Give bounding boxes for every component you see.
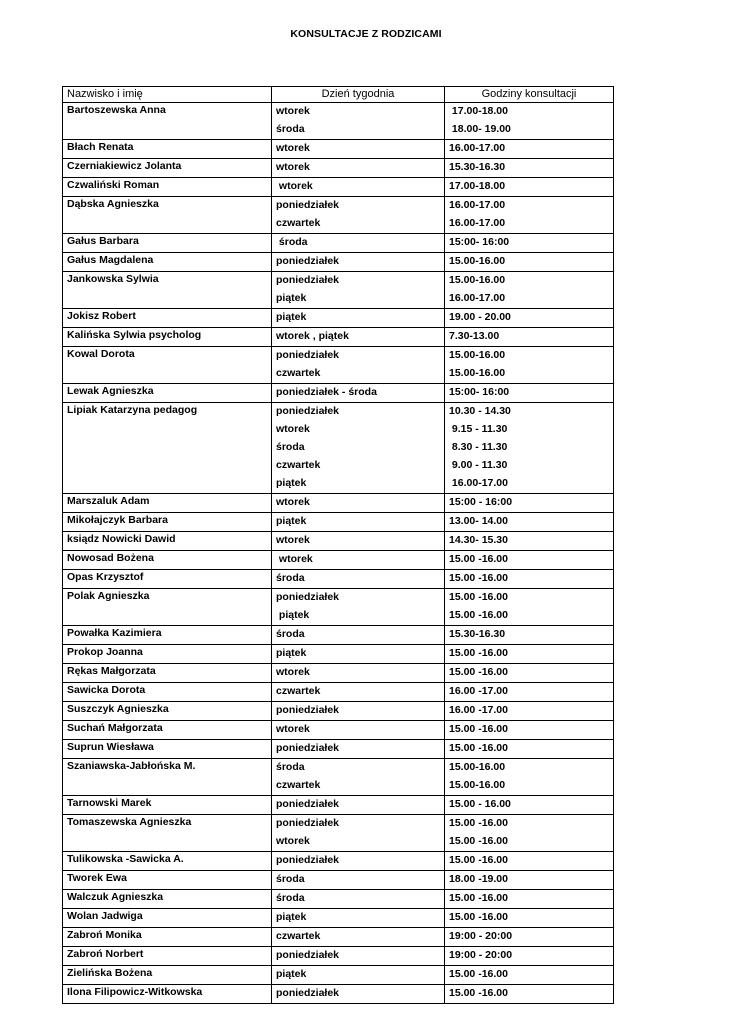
table-row	[63, 570, 614, 589]
consultation-hours: 8.30 - 11.30	[449, 441, 508, 453]
consultation-hours: 15.00 -16.00	[449, 817, 508, 829]
table-row	[63, 140, 614, 159]
weekday: środa	[276, 441, 305, 453]
hours-cell	[445, 759, 614, 796]
weekday: piątek	[276, 477, 307, 489]
table-row	[63, 159, 614, 178]
hours-cell	[445, 721, 614, 740]
table-row	[63, 103, 614, 140]
consultation-hours: 15.00 -16.00	[449, 647, 508, 659]
header-day: Dzień tygodnia	[272, 87, 445, 103]
hours-cell	[445, 513, 614, 532]
weekday: wtorek , piątek	[276, 330, 349, 342]
table-row	[63, 664, 614, 683]
hours-cell	[445, 702, 614, 721]
consultation-hours: 18.00 -19.00	[449, 873, 508, 885]
consultation-hours: 13.00- 14.00	[449, 515, 508, 527]
weekday: czwartek	[276, 930, 321, 942]
consultation-hours: 15.00 -16.00	[449, 911, 508, 923]
weekday: wtorek	[276, 835, 310, 847]
consultation-hours: 15.00 -16.00	[449, 742, 508, 754]
teacher-name: Prokop Joanna	[63, 645, 272, 664]
table-row	[63, 178, 614, 197]
weekday-cell	[272, 589, 445, 626]
weekday: poniedziałek	[276, 987, 340, 999]
teacher-name: Lipiak Katarzyna pedagog	[63, 403, 272, 494]
teacher-name: Jankowska Sylwia	[63, 272, 272, 309]
teacher-name: Zabroń Monika	[63, 928, 272, 947]
consultation-hours: 15.00-16.00	[449, 274, 506, 286]
weekday-cell	[272, 947, 445, 966]
table-row	[63, 871, 614, 890]
hours-cell	[445, 551, 614, 570]
header-hours: Godziny konsultacji	[445, 87, 614, 103]
consultation-hours: 17.00-18.00	[449, 180, 506, 192]
weekday-cell	[272, 985, 445, 1004]
weekday: czwartek	[276, 685, 321, 697]
hours-cell	[445, 347, 614, 384]
hours-cell	[445, 234, 614, 253]
consultation-hours: 16.00-17.00	[449, 199, 506, 211]
hours-cell	[445, 966, 614, 985]
table-row	[63, 589, 614, 626]
teacher-name: Kowal Dorota	[63, 347, 272, 384]
table-row	[63, 852, 614, 871]
hours-cell	[445, 871, 614, 890]
weekday: wtorek	[276, 423, 310, 435]
teacher-name: Czerniakiewicz Jolanta	[63, 159, 272, 178]
table-row	[63, 740, 614, 759]
table-row	[63, 626, 614, 645]
hours-cell	[445, 272, 614, 309]
table-row	[63, 494, 614, 513]
consultation-hours: 10.30 - 14.30	[449, 405, 511, 417]
weekday: poniedziałek	[276, 854, 340, 866]
consultation-hours: 15.00 -16.00	[449, 666, 508, 678]
weekday-cell	[272, 513, 445, 532]
table-row	[63, 815, 614, 852]
weekday: piątek	[276, 311, 307, 323]
teacher-name: Jokisz Robert	[63, 309, 272, 328]
teacher-name: Suchań Małgorzata	[63, 721, 272, 740]
weekday-cell	[272, 197, 445, 234]
hours-cell	[445, 103, 614, 140]
weekday: wtorek	[276, 161, 310, 173]
teacher-name: Mikołajczyk Barbara	[63, 513, 272, 532]
consultation-hours: 16.00 -17.00	[449, 685, 508, 697]
weekday-cell	[272, 890, 445, 909]
teacher-name: Kalińska Sylwia psycholog	[63, 328, 272, 347]
table-body	[63, 103, 614, 1004]
weekday: czwartek	[276, 459, 321, 471]
weekday-cell	[272, 852, 445, 871]
consultation-hours: 18.00- 19.00	[449, 123, 511, 135]
weekday-cell	[272, 664, 445, 683]
weekday: środa	[276, 123, 305, 135]
consultation-hours: 19:00 - 20:00	[449, 949, 513, 961]
weekday: poniedziałek	[276, 742, 340, 754]
consultation-hours: 15.00-16.00	[449, 761, 506, 773]
teacher-name: Ilona Filipowicz-Witkowska	[63, 985, 272, 1004]
weekday-cell	[272, 272, 445, 309]
weekday: poniedziałek - środa	[276, 386, 377, 398]
teacher-name: Wolan Jadwiga	[63, 909, 272, 928]
table-row	[63, 759, 614, 796]
table-row	[63, 928, 614, 947]
consultation-hours: 14.30- 15.30	[449, 534, 508, 546]
hours-cell	[445, 403, 614, 494]
table-row	[63, 796, 614, 815]
consultation-hours: 15.00 -16.00	[449, 835, 508, 847]
consultation-hours: 15.00 -16.00	[449, 553, 508, 565]
weekday: poniedziałek	[276, 704, 340, 716]
consultation-hours: 7.30-13.00	[449, 330, 500, 342]
weekday: środa	[276, 236, 308, 248]
consultation-hours: 15.00 -16.00	[449, 987, 508, 999]
table-row	[63, 985, 614, 1004]
consultation-hours: 15.00 - 16.00	[449, 798, 511, 810]
weekday: poniedziałek	[276, 591, 340, 603]
table-row	[63, 909, 614, 928]
consultation-hours: 16.00-17.00	[449, 292, 506, 304]
consultation-hours: 15.00-16.00	[449, 779, 506, 791]
weekday-cell	[272, 253, 445, 272]
hours-cell	[445, 532, 614, 551]
weekday: poniedziałek	[276, 817, 340, 829]
hours-cell	[445, 589, 614, 626]
hours-cell	[445, 178, 614, 197]
teacher-name: Polak Agnieszka	[63, 589, 272, 626]
teacher-name: Powałka Kazimiera	[63, 626, 272, 645]
table-row	[63, 702, 614, 721]
consultation-hours: 19:00 - 20:00	[449, 930, 513, 942]
consultation-hours: 15.00 -16.00	[449, 572, 508, 584]
consultation-hours: 19.00 - 20.00	[449, 311, 511, 323]
hours-cell	[445, 909, 614, 928]
weekday-cell	[272, 702, 445, 721]
header-name: Nazwisko i imię	[63, 87, 272, 103]
consultation-hours: 15.00 -16.00	[449, 591, 508, 603]
weekday-cell	[272, 234, 445, 253]
hours-cell	[445, 140, 614, 159]
consultation-hours: 15:00- 16:00	[449, 236, 510, 248]
consultation-hours: 15.30-16.30	[449, 161, 506, 173]
table-row	[63, 272, 614, 309]
hours-cell	[445, 815, 614, 852]
teacher-name: Gałus Barbara	[63, 234, 272, 253]
hours-cell	[445, 494, 614, 513]
weekday: środa	[276, 761, 305, 773]
weekday: piątek	[276, 968, 307, 980]
weekday: poniedziałek	[276, 274, 340, 286]
hours-cell	[445, 626, 614, 645]
weekday-cell	[272, 384, 445, 403]
weekday: poniedziałek	[276, 255, 340, 267]
hours-cell	[445, 928, 614, 947]
hours-cell	[445, 664, 614, 683]
hours-cell	[445, 328, 614, 347]
hours-cell	[445, 159, 614, 178]
weekday-cell	[272, 103, 445, 140]
table-row	[63, 384, 614, 403]
hours-cell	[445, 890, 614, 909]
hours-cell	[445, 570, 614, 589]
consultation-hours: 16.00 -17.00	[449, 704, 508, 716]
table-row	[63, 513, 614, 532]
weekday-cell	[272, 871, 445, 890]
table-row	[63, 532, 614, 551]
weekday: piątek	[276, 292, 307, 304]
table-row	[63, 234, 614, 253]
table-row	[63, 890, 614, 909]
weekday: wtorek	[276, 553, 313, 565]
weekday-cell	[272, 532, 445, 551]
table-row	[63, 551, 614, 570]
table-row	[63, 645, 614, 664]
consultation-hours: 15.00-16.00	[449, 367, 506, 379]
weekday-cell	[272, 645, 445, 664]
consultation-hours: 9.15 - 11.30	[449, 423, 508, 435]
weekday: środa	[276, 628, 305, 640]
weekday: środa	[276, 572, 305, 584]
teacher-name: Rękas Małgorzata	[63, 664, 272, 683]
weekday: poniedziałek	[276, 405, 340, 417]
teacher-name: Sawicka Dorota	[63, 683, 272, 702]
table-row	[63, 309, 614, 328]
teacher-name: Suszczyk Agnieszka	[63, 702, 272, 721]
weekday: poniedziałek	[276, 798, 340, 810]
weekday-cell	[272, 966, 445, 985]
hours-cell	[445, 384, 614, 403]
weekday: wtorek	[276, 105, 310, 117]
hours-cell	[445, 253, 614, 272]
consultations-table	[62, 86, 614, 1004]
weekday-cell	[272, 815, 445, 852]
weekday: środa	[276, 873, 305, 885]
table-row	[63, 721, 614, 740]
teacher-name: Nowosad Bożena	[63, 551, 272, 570]
weekday-cell	[272, 570, 445, 589]
weekday: poniedziałek	[276, 199, 340, 211]
weekday-cell	[272, 159, 445, 178]
weekday-cell	[272, 551, 445, 570]
teacher-name: ksiądz Nowicki Dawid	[63, 532, 272, 551]
hours-cell	[445, 947, 614, 966]
teacher-name: Zielińska Bożena	[63, 966, 272, 985]
teacher-name: Marszaluk Adam	[63, 494, 272, 513]
teacher-name: Bartoszewska Anna	[63, 103, 272, 140]
weekday-cell	[272, 328, 445, 347]
weekday-cell	[272, 403, 445, 494]
weekday: wtorek	[276, 496, 310, 508]
teacher-name: Dąbska Agnieszka	[63, 197, 272, 234]
consultation-hours: 15.00-16.00	[449, 349, 506, 361]
consultation-hours: 16.00-17.00	[449, 142, 506, 154]
consultation-hours: 15.00 -16.00	[449, 723, 508, 735]
consultation-hours: 15:00 - 16:00	[449, 496, 513, 508]
weekday: piątek	[276, 609, 310, 621]
teacher-name: Błach Renata	[63, 140, 272, 159]
consultation-hours: 15.00 -16.00	[449, 854, 508, 866]
weekday-cell	[272, 494, 445, 513]
weekday: poniedziałek	[276, 349, 340, 361]
table-row	[63, 328, 614, 347]
weekday-cell	[272, 683, 445, 702]
consultation-hours: 15.00 -16.00	[449, 892, 508, 904]
consultation-hours: 15:00- 16:00	[449, 386, 510, 398]
teacher-name: Opas Krzysztof	[63, 570, 272, 589]
weekday: piątek	[276, 911, 307, 923]
teacher-name: Czwaliński Roman	[63, 178, 272, 197]
consultation-hours: 9.00 - 11.30	[449, 459, 508, 471]
hours-cell	[445, 796, 614, 815]
weekday: środa	[276, 892, 305, 904]
table-row	[63, 966, 614, 985]
weekday-cell	[272, 759, 445, 796]
weekday-cell	[272, 347, 445, 384]
weekday: wtorek	[276, 534, 310, 546]
weekday-cell	[272, 909, 445, 928]
document-title: KONSULTACJE Z RODZICAMI	[290, 28, 442, 40]
teacher-name: Walczuk Agnieszka	[63, 890, 272, 909]
table-row	[63, 197, 614, 234]
weekday-cell	[272, 740, 445, 759]
weekday: czwartek	[276, 367, 321, 379]
consultation-hours: 15.00-16.00	[449, 255, 506, 267]
weekday: wtorek	[276, 180, 313, 192]
weekday: wtorek	[276, 666, 310, 678]
teacher-name: Tulikowska -Sawicka A.	[63, 852, 272, 871]
weekday: piątek	[276, 647, 307, 659]
hours-cell	[445, 645, 614, 664]
teacher-name: Suprun Wiesława	[63, 740, 272, 759]
consultation-hours: 15.00 -16.00	[449, 609, 508, 621]
weekday-cell	[272, 309, 445, 328]
teacher-name: Tworek Ewa	[63, 871, 272, 890]
weekday-cell	[272, 796, 445, 815]
consultation-hours: 16.00-17.00	[449, 477, 508, 489]
hours-cell	[445, 309, 614, 328]
teacher-name: Lewak Agnieszka	[63, 384, 272, 403]
weekday: wtorek	[276, 142, 310, 154]
teacher-name: Szaniawska-Jabłońska M.	[63, 759, 272, 796]
weekday: wtorek	[276, 723, 310, 735]
consultation-hours: 15.30-16.30	[449, 628, 506, 640]
teacher-name: Tomaszewska Agnieszka	[63, 815, 272, 852]
weekday: piątek	[276, 515, 307, 527]
hours-cell	[445, 683, 614, 702]
weekday-cell	[272, 140, 445, 159]
table-row	[63, 947, 614, 966]
teacher-name: Tarnowski Marek	[63, 796, 272, 815]
weekday-cell	[272, 178, 445, 197]
teacher-name: Gałus Magdalena	[63, 253, 272, 272]
weekday: czwartek	[276, 779, 321, 791]
consultation-hours: 16.00-17.00	[449, 217, 506, 229]
teacher-name: Zabroń Norbert	[63, 947, 272, 966]
consultation-hours: 17.00-18.00	[449, 105, 508, 117]
weekday-cell	[272, 928, 445, 947]
hours-cell	[445, 852, 614, 871]
weekday: poniedziałek	[276, 949, 340, 961]
weekday-cell	[272, 721, 445, 740]
weekday: czwartek	[276, 217, 321, 229]
weekday-cell	[272, 626, 445, 645]
consultation-hours: 15.00 -16.00	[449, 968, 508, 980]
hours-cell	[445, 985, 614, 1004]
table-row	[63, 253, 614, 272]
table-row	[63, 683, 614, 702]
hours-cell	[445, 740, 614, 759]
table-header-row	[63, 87, 614, 103]
hours-cell	[445, 197, 614, 234]
table-row	[63, 347, 614, 384]
table-row	[63, 403, 614, 494]
